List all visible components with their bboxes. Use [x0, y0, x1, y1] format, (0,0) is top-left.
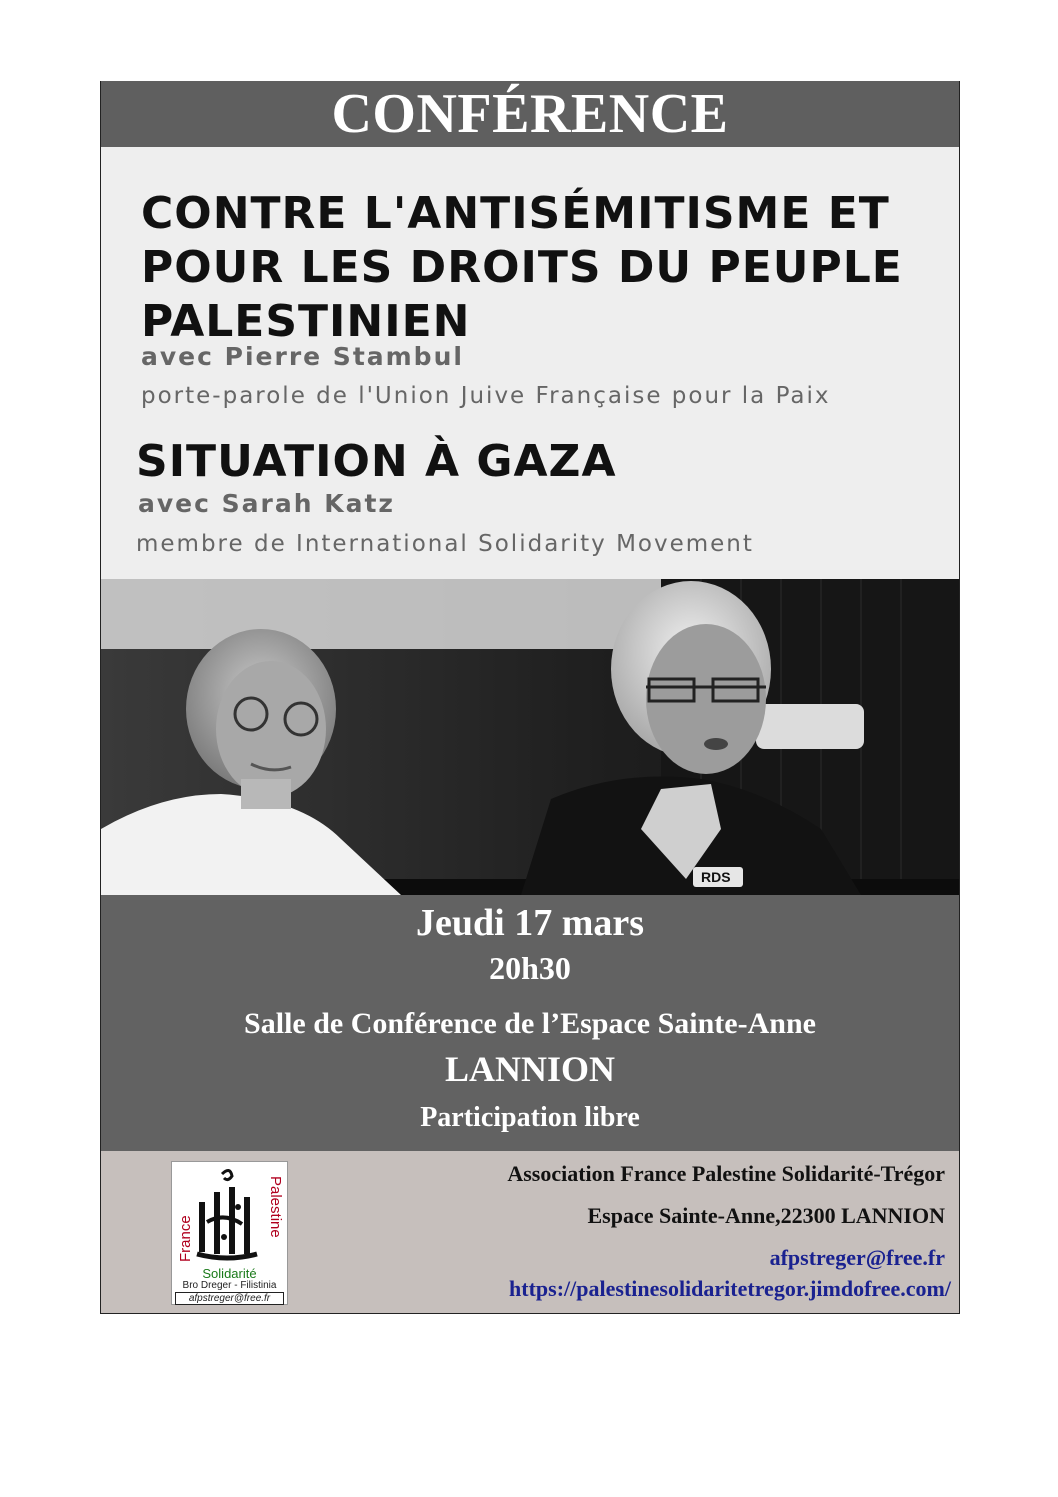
- logo-breton: Bro Dreger - Filistinia: [182, 1280, 277, 1291]
- event-city: LANNION: [444, 1049, 615, 1089]
- shirt-badge-text: RDS: [701, 869, 731, 885]
- title-area: [101, 147, 959, 579]
- event-venue: Salle de Conférence de l’Espace Sainte-Anne: [244, 1007, 816, 1040]
- header-title: CONFÉRENCE: [331, 83, 729, 145]
- second-title: SITUATION À GAZA: [136, 436, 617, 487]
- logo-palestine-text: Palestine: [267, 1176, 284, 1238]
- speaker-1: avec Pierre Stambul: [141, 342, 464, 371]
- event-entry: Participation libre: [420, 1102, 640, 1133]
- footer: [101, 1151, 959, 1313]
- speakers-photo-illustration: [101, 579, 959, 895]
- speaker-2: avec Sarah Katz: [138, 489, 395, 518]
- header-band: [101, 81, 959, 147]
- association-name: Association France Palestine Solidarité-Trégor: [507, 1161, 945, 1186]
- speaker-1-role: porte-parole de l'Union Juive Française pour la Paix: [141, 383, 831, 409]
- speakers-photo: [101, 579, 959, 895]
- association-logo: [171, 1161, 288, 1305]
- event-date: Jeudi 17 mars: [416, 902, 644, 944]
- contact-email-link[interactable]: afpstreger@free.fr: [769, 1245, 945, 1270]
- main-title: CONTRE L'ANTISÉMITISME ET POUR LES DROITS DU PEUPLE PALESTINIEN: [141, 188, 903, 347]
- event-band: [101, 895, 959, 1151]
- logo-solidarity: Solidarité: [202, 1266, 257, 1281]
- association-address: Espace Sainte-Anne,22300 LANNION: [587, 1203, 945, 1228]
- poster: [100, 81, 960, 1314]
- speaker-2-role: membre de International Solidarity Movement: [136, 531, 754, 557]
- calligraphy-icon: [172, 1162, 287, 1267]
- logo-france-text: France: [177, 1215, 194, 1262]
- website-link[interactable]: https://palestinesolidaritetregor.jimdofree.com/: [509, 1276, 951, 1301]
- event-time: 20h30: [489, 950, 571, 986]
- logo-email: afpstreger@free.fr: [175, 1292, 284, 1305]
